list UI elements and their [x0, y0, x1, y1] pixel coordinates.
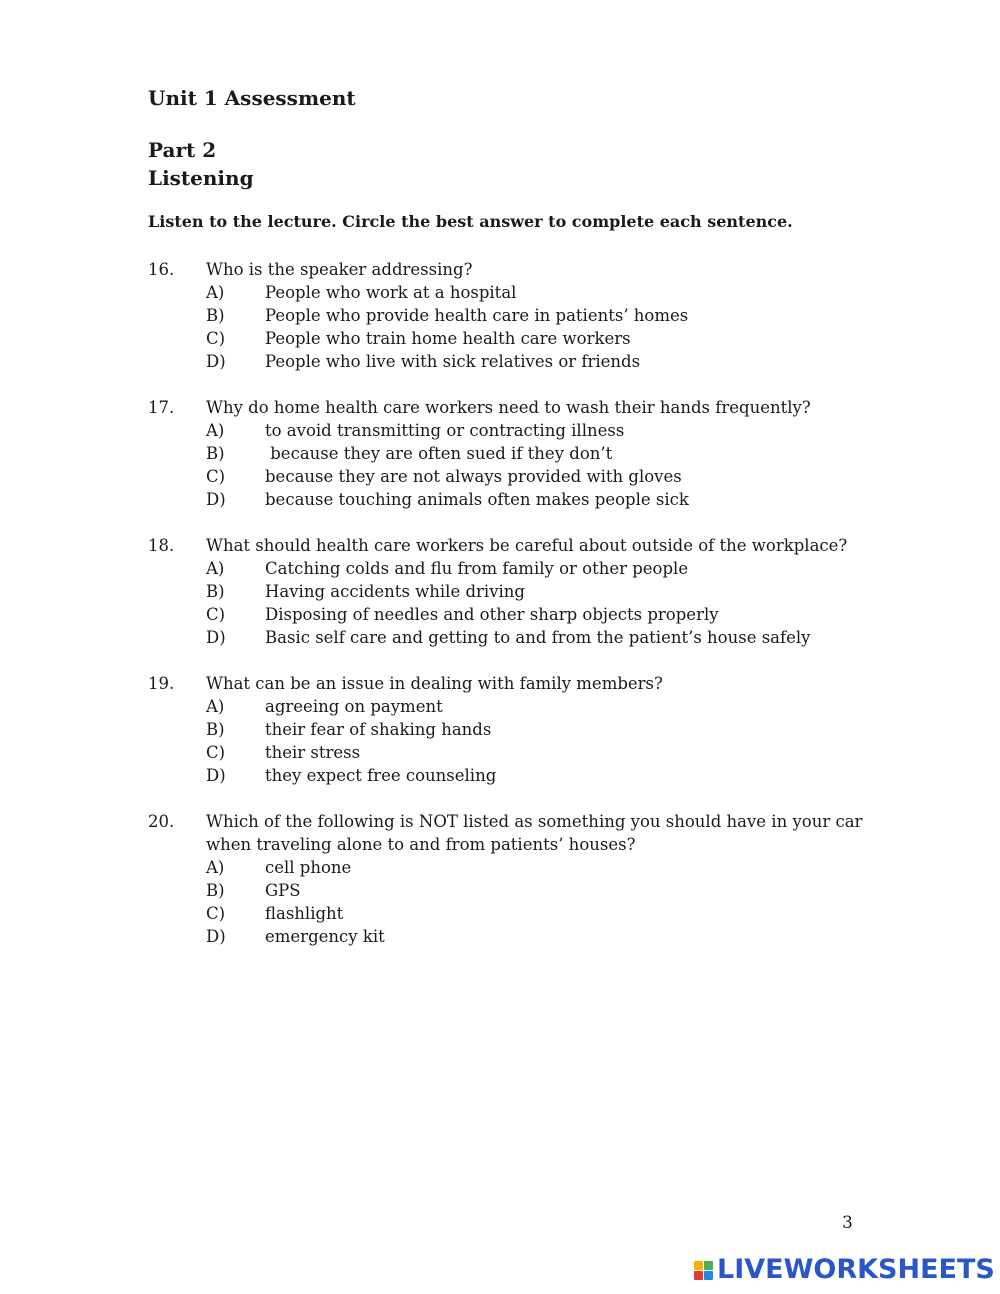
option-text: because they are often sued if they don’t	[265, 444, 613, 463]
logo-text: LIVEWORKSHEETS	[717, 1254, 995, 1285]
option-letter: A)	[206, 559, 225, 578]
answer-option[interactable]	[148, 442, 868, 465]
answer-option[interactable]	[148, 488, 868, 511]
option-text: People who train home health care workers	[265, 329, 631, 348]
question-text: Why do home health care workers need to wash their hands frequently?	[206, 398, 811, 417]
option-text: they expect free counseling	[265, 766, 497, 785]
option-text: Disposing of needles and other sharp objects properly	[265, 605, 719, 624]
option-letter: B)	[206, 444, 225, 463]
answer-option[interactable]	[148, 764, 868, 787]
option-letter: B)	[206, 881, 225, 900]
part-heading	[148, 136, 254, 192]
option-text: cell phone	[265, 858, 352, 877]
unit-title: Unit 1 Assessment	[148, 86, 356, 110]
option-letter: C)	[206, 467, 226, 486]
answer-option[interactable]	[148, 281, 868, 304]
page-number: 3	[842, 1213, 853, 1233]
question-19	[148, 672, 868, 787]
question-number: 19.	[148, 674, 175, 693]
option-text: emergency kit	[265, 927, 385, 946]
liveworksheets-logo[interactable]	[694, 1256, 995, 1284]
question-text: Which of the following is NOT listed as something you should have in your car when traveling alone to and from patients’ houses?	[206, 812, 863, 854]
option-text: People who live with sick relatives or friends	[265, 352, 641, 371]
question-list	[148, 258, 868, 971]
option-text: People who provide health care in patients’ homes	[265, 306, 689, 325]
answer-option[interactable]	[148, 718, 868, 741]
answer-option[interactable]	[148, 557, 868, 580]
option-letter: A)	[206, 697, 225, 716]
question-number: 20.	[148, 812, 175, 831]
answer-option[interactable]	[148, 419, 868, 442]
option-letter: B)	[206, 306, 225, 325]
question-number: 16.	[148, 260, 175, 279]
answer-option[interactable]	[148, 603, 868, 626]
answer-option[interactable]	[148, 741, 868, 764]
answer-option[interactable]	[148, 695, 868, 718]
answer-option[interactable]	[148, 902, 868, 925]
question-text: What can be an issue in dealing with family members?	[206, 674, 663, 693]
option-text: Having accidents while driving	[265, 582, 525, 601]
option-text: People who work at a hospital	[265, 283, 517, 302]
option-letter: C)	[206, 329, 226, 348]
option-letter: D)	[206, 352, 226, 371]
answer-option[interactable]	[148, 304, 868, 327]
option-text: GPS	[265, 881, 301, 900]
question-16	[148, 258, 868, 373]
answer-option[interactable]	[148, 856, 868, 879]
option-text: agreeing on payment	[265, 697, 443, 716]
option-letter: D)	[206, 628, 226, 647]
answer-option[interactable]	[148, 879, 868, 902]
option-text: because touching animals often makes people sick	[265, 490, 689, 509]
answer-option[interactable]	[148, 465, 868, 488]
option-letter: C)	[206, 743, 226, 762]
section-label: Listening	[148, 166, 254, 190]
question-number: 18.	[148, 536, 175, 555]
answer-option[interactable]	[148, 626, 868, 649]
option-text: flashlight	[265, 904, 344, 923]
instructions: Listen to the lecture. Circle the best answer to complete each sentence.	[148, 212, 793, 231]
option-letter: C)	[206, 605, 226, 624]
option-letter: C)	[206, 904, 226, 923]
question-text: Who is the speaker addressing?	[206, 260, 473, 279]
option-text: Catching colds and flu from family or other people	[265, 559, 689, 578]
question-17	[148, 396, 868, 511]
option-letter: D)	[206, 927, 226, 946]
question-number: 17.	[148, 398, 175, 417]
answer-option[interactable]	[148, 327, 868, 350]
question-18	[148, 534, 868, 649]
option-letter: B)	[206, 582, 225, 601]
question-20	[148, 810, 868, 948]
option-text: their stress	[265, 743, 361, 762]
option-text: their fear of shaking hands	[265, 720, 492, 739]
option-letter: A)	[206, 421, 225, 440]
option-text: Basic self care and getting to and from the patient’s house safely	[265, 628, 811, 647]
option-letter: B)	[206, 720, 225, 739]
liveworksheets-logo-icon	[694, 1261, 713, 1280]
option-letter: D)	[206, 766, 226, 785]
part-label: Part 2	[148, 138, 217, 162]
option-letter: A)	[206, 283, 225, 302]
option-text: to avoid transmitting or contracting illness	[265, 421, 625, 440]
question-text: What should health care workers be careful about outside of the workplace?	[206, 536, 848, 555]
option-letter: D)	[206, 490, 226, 509]
answer-option[interactable]	[148, 925, 868, 948]
option-letter: A)	[206, 858, 225, 877]
answer-option[interactable]	[148, 350, 868, 373]
option-text: because they are not always provided with gloves	[265, 467, 682, 486]
answer-option[interactable]	[148, 580, 868, 603]
